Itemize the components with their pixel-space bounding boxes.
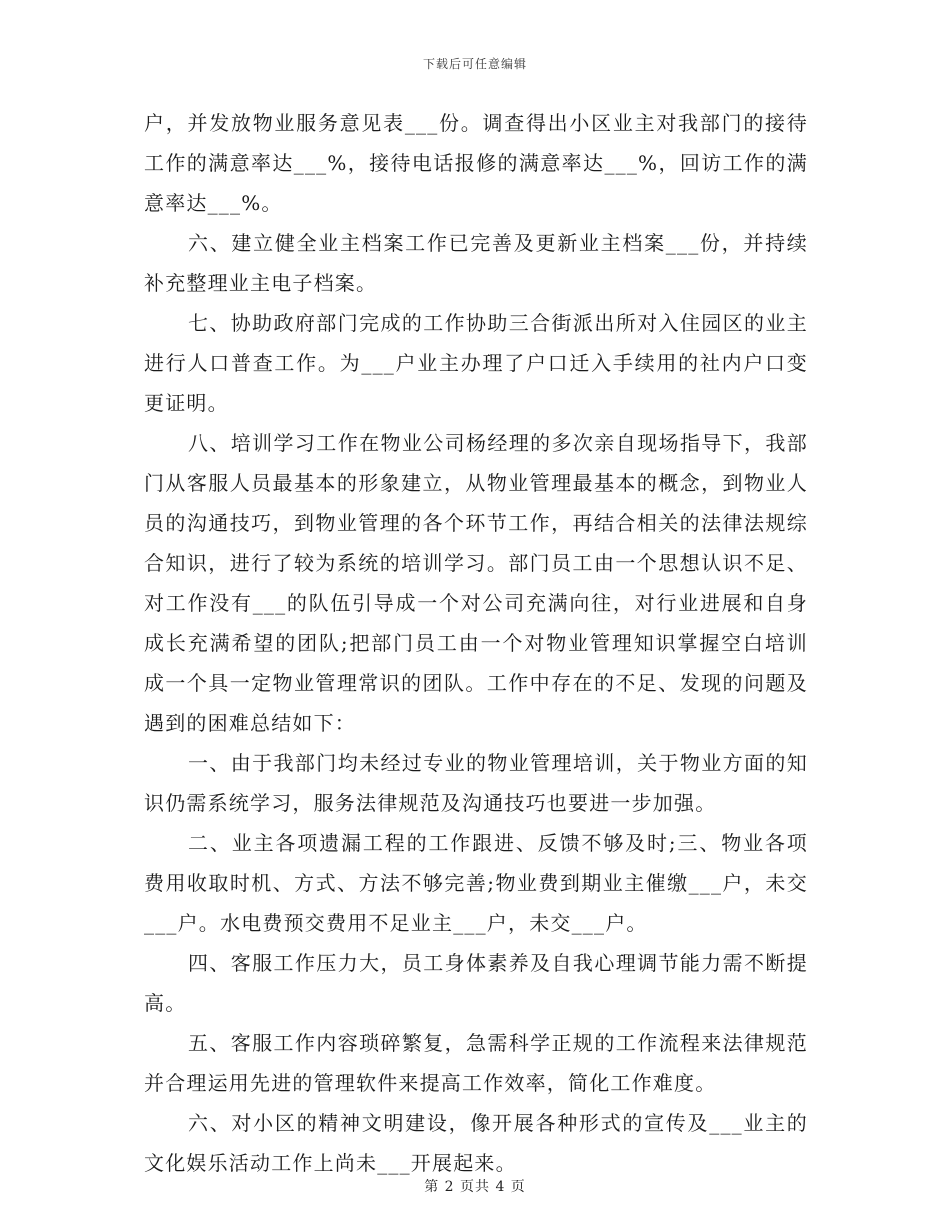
page-number: 第 2 页共 4 页 — [424, 1179, 526, 1195]
paragraph-issue-1: 一、由于我部门均未经过专业的物业管理培训，关于物业方面的知识仍需系统学习，服务法律规范及沟通技巧也要进一步加强。 — [144, 751, 808, 815]
page-header: 下载后可任意编辑 — [422, 57, 527, 71]
paragraph-training: 八、培训学习工作在物业公司杨经理的多次亲自现场指导下，我部门从客服人员最基本的形象建立，从物业管理最基本的概念，到物业人员的沟通技巧，到物业管理的各个环节工作，再结合相关的法律法规综合知识，进行了较为系统的培训学习。部门员工由一个思想认识不足、对工作没有___的队伍引导成一个对公司充满向往，对行业进展和自身成长充满希望的团队;把部门员工由一个对物业管理知识掌握空白培训成一个具一定物业管理常识的团队。工作中存在的不足、发现的问题及遇到的困难总结如下： — [144, 431, 808, 735]
paragraph-issue-6: 六、对小区的精神文明建设，像开展各种形式的宣传及___业主的文化娱乐活动工作上尚未___开展起来。 — [144, 1111, 808, 1175]
paragraph-owner-archives: 六、建立健全业主档案工作已完善及更新业主档案___份，并持续补充整理业主电子档案。 — [144, 231, 808, 295]
paragraph-government-assist: 七、协助政府部门完成的工作协助三合街派出所对入住园区的业主进行人口普查工作。为___户业主办理了户口迁入手续用的社内户口变更证明。 — [144, 311, 808, 415]
paragraph-issue-5: 五、客服工作内容琐碎繁复，急需科学正规的工作流程来法律规范并合理运用先进的管理软件来提高工作效率，简化工作难度。 — [144, 1031, 808, 1095]
paragraph-issue-4: 四、客服工作压力大，员工身体素养及自我心理调节能力需不断提高。 — [144, 951, 808, 1015]
paragraph-continuation: 户，并发放物业服务意见表___份。调查得出小区业主对我部门的接待工作的满意率达___%，接待电话报修的满意率达___%，回访工作的满意率达___%。 — [144, 111, 808, 215]
paragraph-issue-2-3: 二、业主各项遗漏工程的工作跟进、反馈不够及时;三、物业各项费用收取时机、方式、方法不够完善;物业费到期业主催缴___户，未交___户。水电费预交费用不足业主___户，未交___户。 — [144, 831, 808, 935]
document-body — [144, 103, 808, 1183]
